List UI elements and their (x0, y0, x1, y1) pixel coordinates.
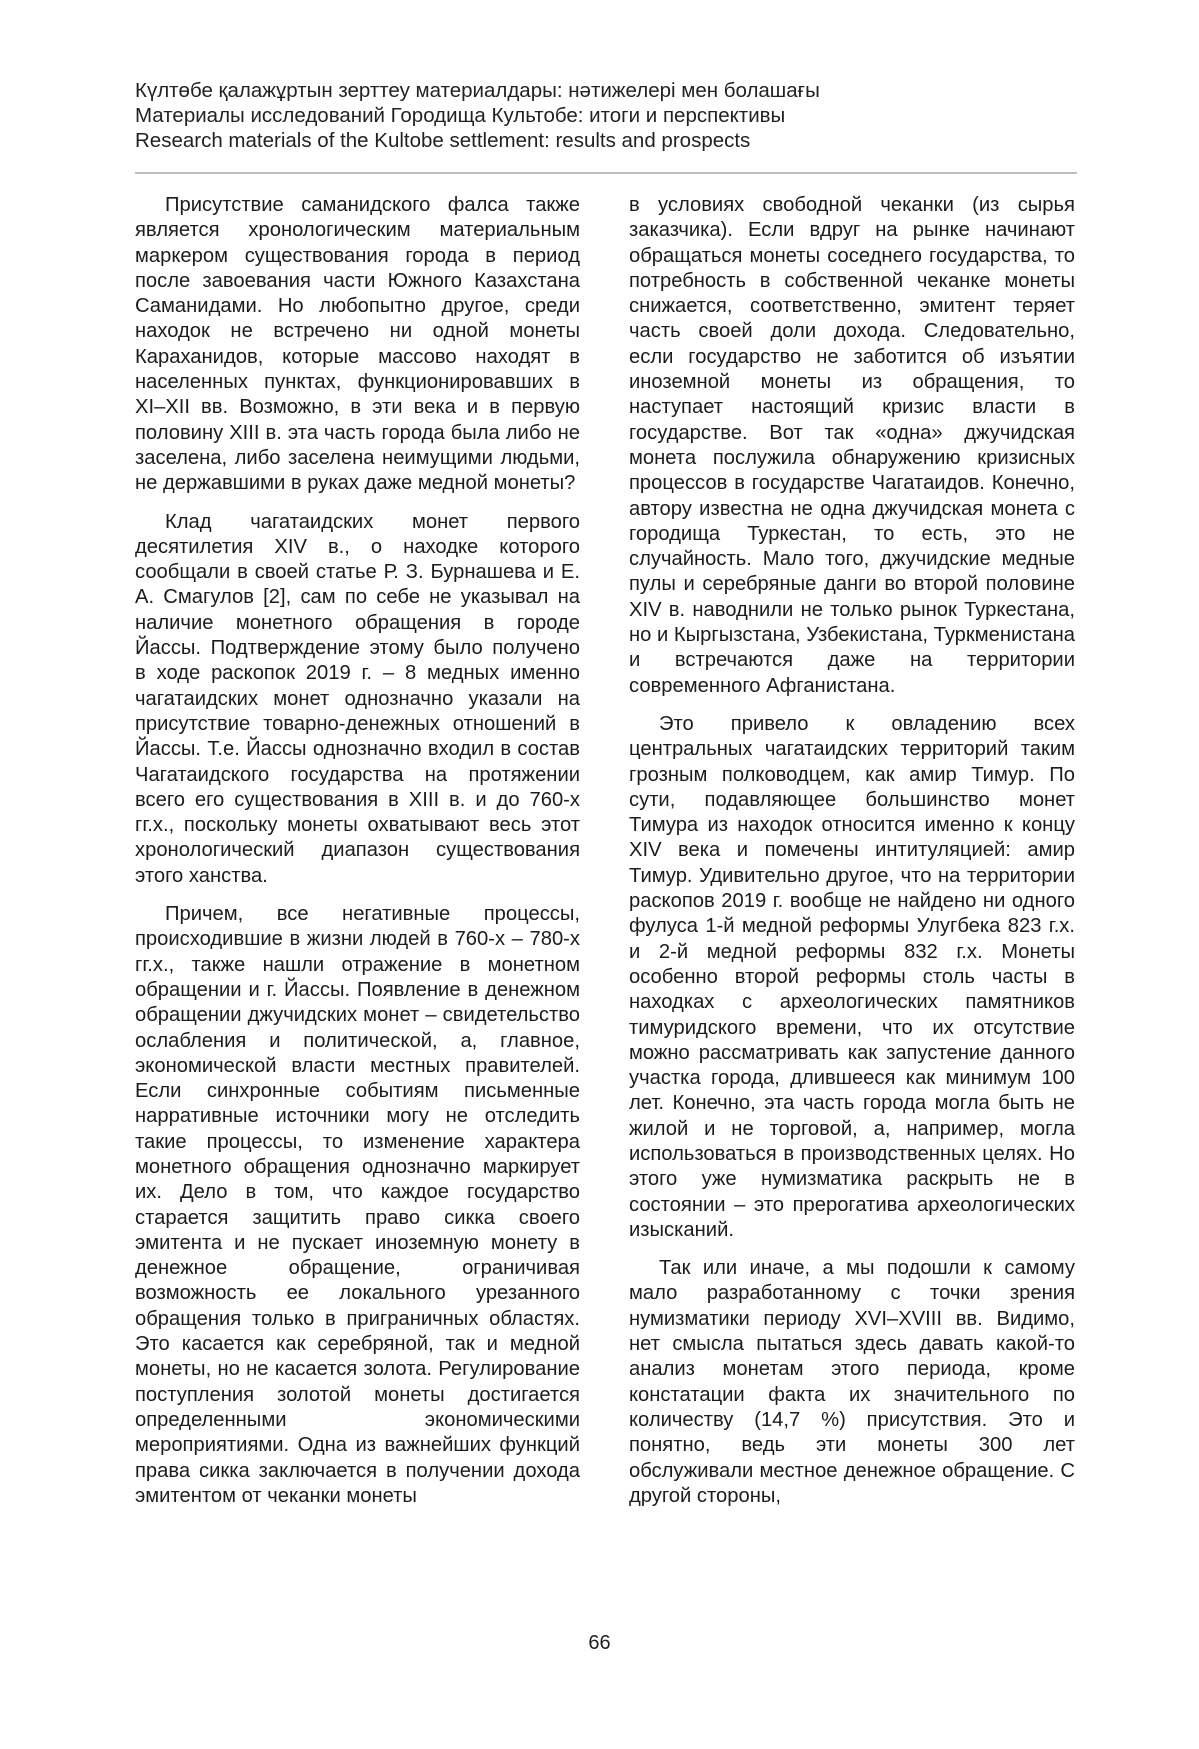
paragraph: Присутствие саманидского фалса также является хронологическим материальным маркером существования города в период после завоевания части Южного Казахстана Саманидами. Но любопытно другое, среди находок не встречено ни одной монеты Караханидов, которые массово находят в населенных пунктах, функционировавших в XI–XII вв. Возможно, в эти века и в первую половину XIII в. эта часть города была либо не заселена, либо заселена неимущими людьми, не державшими в руках даже медной монеты? (135, 194, 580, 495)
header-title-english: Research materials of the Kultobe settlement: results and prospects (135, 129, 751, 152)
paragraph: Причем, все негативные процессы, происходившие в жизни людей в 760-х – 780-х гг.х., также нашли отражение в монетном обращении и г. Йассы. Появление в денежном обращении джучидских монет – свидетельство ослабления и политической, а, главное, экономической власти местных правителей. Если синхронные событиям письменные нарративные источники могу не отследить такие процессы, то изменение характера монетного обращения однозначно маркирует их. Дело в том, что каждое государство старается защитить право сикка своего эмитента и не пускает иноземную монету в денежное обращение, ограничивая возможность ее локального урезанного обращения только в приграничных областях. Это касается как серебряной, так и медной монеты, но не касается золота. Регулирование поступления золотой монеты достигается определенными экономическими мероприятиями. Одна из важнейших функций права сикка заключается в получении дохода эмитентом от чеканки монеты (135, 903, 580, 1507)
header-title-russian: Материалы исследований Городища Культобе: итоги и перспективы (135, 104, 786, 127)
paragraph: Так или иначе, а мы подошли к самому мало разработанному с точки зрения нумизматики периоду XVI–XVIII вв. Видимо, нет смысла пытаться здесь давать какой-то анализ монетам этого периода, кроме констатации факта их значительного по количеству (14,7 %) присутствия. Это и понятно, ведь эти монеты 300 лет обслуживали местное денежное обращение. С другой стороны, (629, 1257, 1075, 1507)
page-number: 66 (588, 1632, 611, 1654)
paragraph: Это привело к овладению всех центральных чагатаидских территорий таким грозным полководцем, как амир Тимур. По сути, подавляющее большинство монет Тимура из находок относится именно к концу XIV века и помечены интитуляцией: амир Тимур. Удивительно другое, что на территории раскопов 2019 г. вообще не найдено ни одного фулуса 1-й медной реформы Улугбека 823 г.х. и 2-й медной реформы 832 г.х. Монеты особенно второй реформы столь часты в находках с археологических памятников тимуридского времени, что их отсутствие можно рассматривать как запустение данного участка города, длившееся как минимум 100 лет. Конечно, эта часть города могла быть не жилой и не торговой, а, например, могла использоваться в производственных целях. Но этого уже нумизматика раскрыть не в состоянии – это прерогатива археологических изысканий. (629, 712, 1075, 1241)
paragraph: Клад чагатаидских монет первого десятилетия XIV в., о находке которого сообщали в своей статье Р. З. Бурнашева и Е. А. Смагулов [2], сам по себе не указывал на наличие монетного обращения в городе Йассы. Подтверждение этому было получено в ходе раскопок 2019 г. – 8 медных именно чагатаидских монет однозначно указали на присутствие товарно-денежных отношений в Йассы. Т.е. Йассы однозначно входил в состав Чагатаидского государства на протяжении всего его существования в XIII в. и до 760-х гг.х., поскольку монеты охватывают весь этот хронологический диапазон существования этого ханства. (135, 510, 580, 887)
header-title-kazakh: Күлтөбе қалажұртын зерттеу материалдары: нәтижелері мен болашағы (135, 79, 820, 102)
paragraph-continuation: в условиях свободной чеканки (из сырья заказчика). Если вдруг на рынке начинают обращаться монеты соседнего государства, то потребность в собственной чеканке монеты снижается, соответственно, эмитент теряет часть своей доли дохода. Следовательно, если государство не заботится об изъятии иноземной монеты из обращения, то наступает настоящий кризис власти в государстве. Вот так «одна» джучидская монета послужила обнаружению кризисных процессов в государстве Чагатаидов. Конечно, автору известна не одна джучидская монета с городища Туркестан, то есть, это не случайность. Мало того, джучидские медные пулы и серебряные данги во второй половине XIV в. наводнили не только рынок Туркестана, но и Кыргызстана, Узбекистана, Туркменистана и встречаются даже на территории современного Афганистана. (629, 194, 1075, 697)
running-header (135, 78, 1075, 153)
left-column (135, 193, 580, 1509)
header-divider (135, 172, 1077, 174)
right-column (629, 193, 1075, 1509)
